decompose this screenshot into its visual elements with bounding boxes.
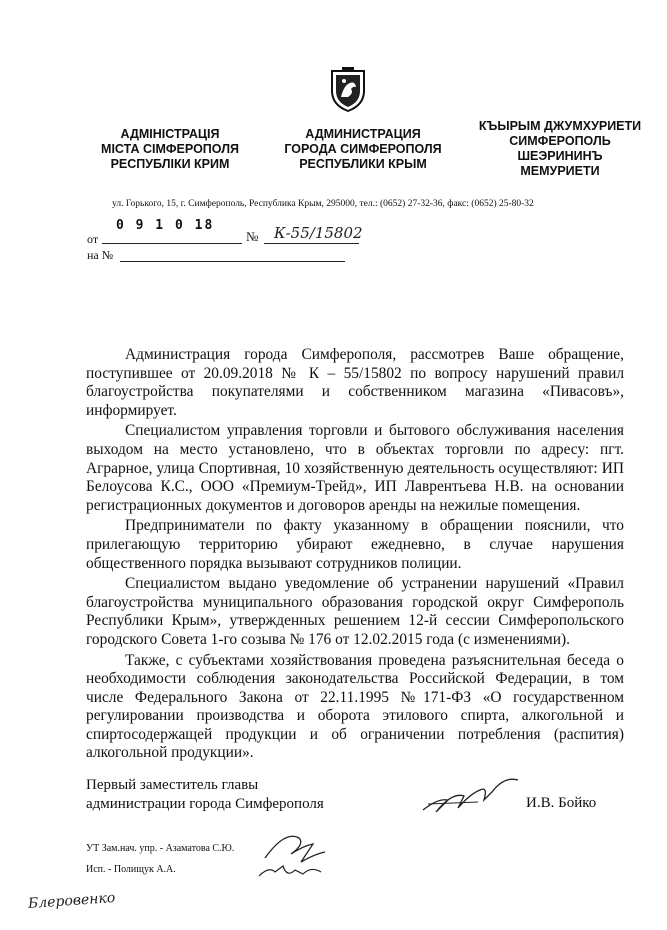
registration-number: К-55/15802 — [274, 224, 363, 242]
coat-of-arms-icon — [328, 67, 368, 113]
paragraph: Администрация города Симферополя, рассмотрев Ваше обращение, поступившее от 20.09.2018 № К – 55/15802 по вопросу нарушений правил благоустройства покупателями и собственником магазина «Пивасовъ», информирует. — [86, 346, 624, 419]
address-line: ул. Горького, 15, г. Симферополь, Республика Крым, 295000, тел.: (0652) 27-32-36, факс: (0652) 25-80-32 — [112, 199, 534, 209]
signatory-position — [86, 776, 324, 814]
paragraph: Специалистом управления торговли и бытового обслуживания населения выходом на место установлено, что в объектах торговли по адресу: пгт. Аграрное, улица Спортивная, 10 хозяйственную деятельность осуществляют: ИП Белоусова К.С., ООО «Премиум-Трейд», ИП Лаврентьева Н.В. на основании регистрационных документов и договоров аренды на нежилые помещения. — [86, 422, 624, 514]
na-line — [120, 261, 345, 262]
position-line-2: администрации города Симферополя — [86, 796, 324, 812]
ot-label: от — [87, 232, 99, 246]
executor-line: Исп. - Полищук А.А. — [86, 864, 176, 875]
header-left-line: МІСТА СІМФЕРОПОЛЯ — [101, 142, 239, 156]
na-label: на № — [87, 248, 114, 262]
paragraph: Также, с субъектами хозяйствования проведена разъяснительная беседа о необходимости соблюдения законодательства Российской Федерации, в том числе Федерального Закона от 22.11.1995 №171-ФЗ «О государственном регулировании производства и оборота этилового спирта, алкогольной и спиртосодержащей продукции и об ограничении потребления (распития) алкогольной продукции». — [86, 651, 624, 762]
paragraph: Предприниматели по факту указанному в обращении пояснили, что прилегающую территорию убирают ежедневно, в случае нарушения общественного порядка вызывают сотрудников полиции. — [86, 517, 624, 572]
approval-line: УТ Зам.нач. упр. - Азаматова С.Ю. — [86, 843, 235, 854]
letter-body — [86, 346, 624, 763]
date-line — [102, 243, 242, 244]
header-center-line: АДМИНИСТРАЦИЯ — [305, 127, 421, 141]
signatory-name: И.В. Бойко — [526, 795, 597, 811]
header-left — [70, 127, 270, 172]
header-right-line: СИМФЕРОПОЛЬ — [509, 134, 611, 148]
header-right — [460, 119, 660, 179]
position-line-1: Первый заместитель главы — [86, 777, 259, 793]
initials-signatures — [255, 828, 345, 888]
header-center — [258, 127, 468, 172]
header-left-line: РЕСПУБЛІКИ КРИМ — [110, 157, 230, 171]
header-right-line: ШЕЭРИНИНЪ — [517, 149, 603, 163]
paragraph: Специалистом выдано уведомление об устранении нарушений «Правил благоустройства муниципального образования городской округ Симферополь Республики Крым», утвержденных решением 12-й сессии Симферопольского городского Совета 1-го созыва № 176 от 12.02.2015 года (с изменениями). — [86, 575, 624, 648]
header-center-line: ГОРОДА СИМФЕРОПОЛЯ — [284, 142, 442, 156]
header-center-line: РЕСПУБЛИКИ КРЫМ — [299, 157, 427, 171]
signature-scribble — [418, 770, 523, 820]
header-left-line: АДМІНІСТРАЦІЯ — [120, 127, 220, 141]
number-line — [264, 243, 359, 244]
no-label: № — [246, 229, 259, 244]
date-stamp: 0 9 1 0 18 — [116, 218, 215, 233]
header-right-line: МЕМУРИЕТИ — [520, 164, 600, 178]
header-right-line: КЪЫРЫМ ДЖУМХУРИЕТИ — [478, 119, 642, 133]
handwritten-note: Блеровенко — [27, 889, 116, 913]
